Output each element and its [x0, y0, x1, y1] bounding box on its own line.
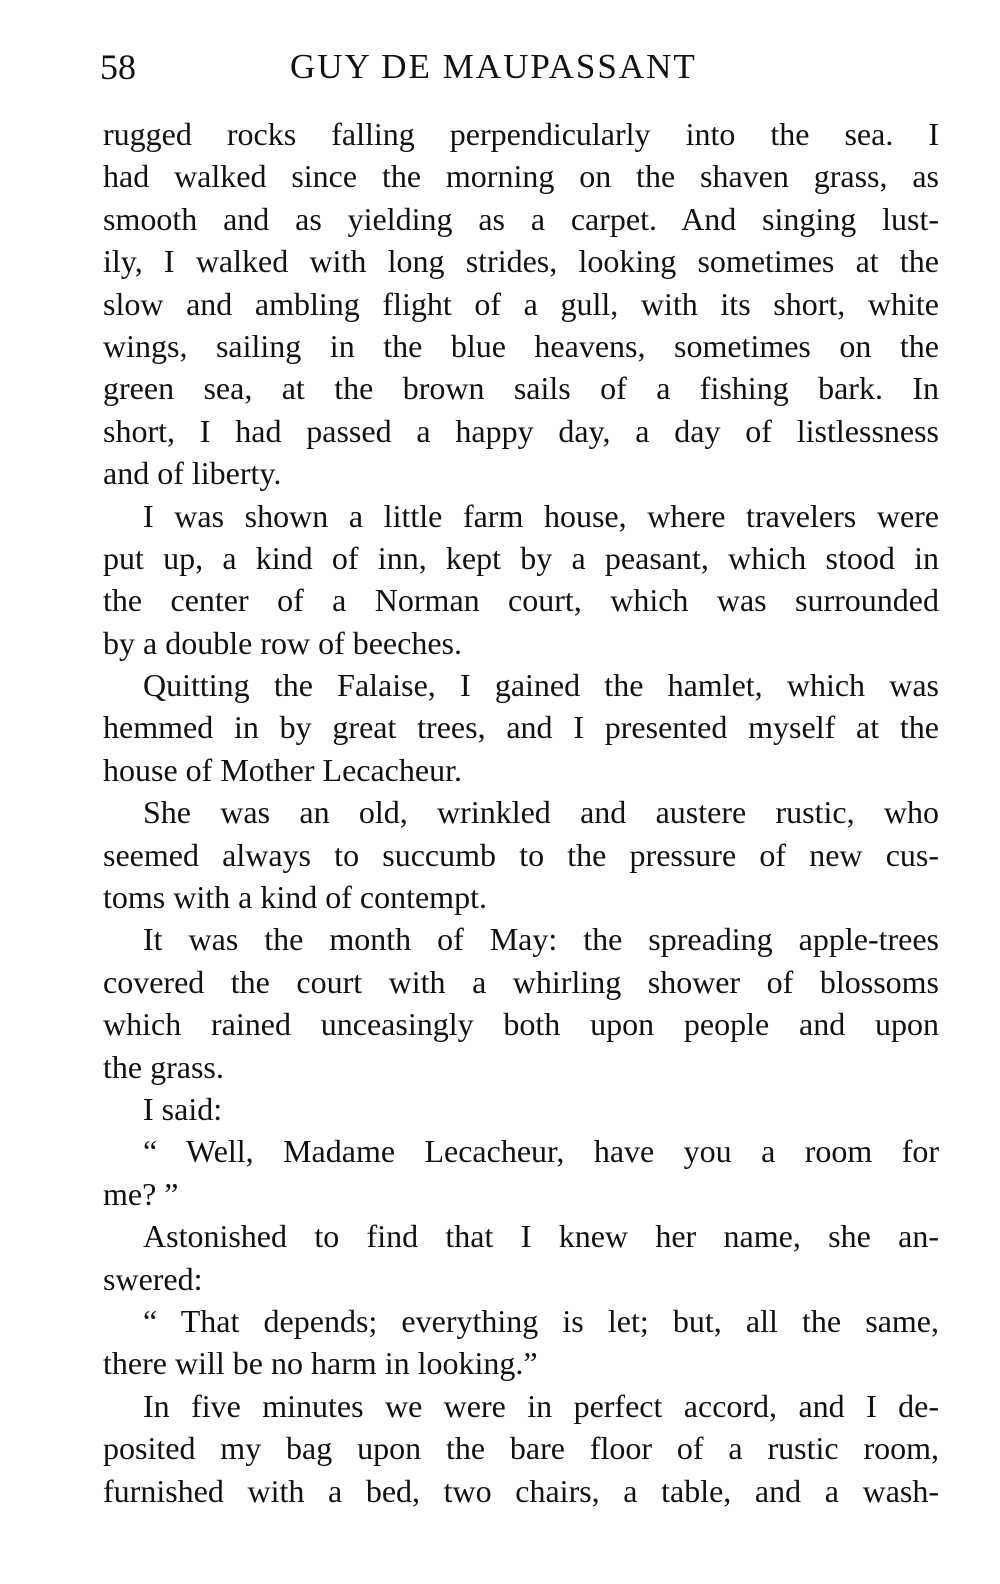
body-text	[103, 113, 939, 1512]
text-line: toms with a kind of contempt.	[103, 879, 487, 916]
text-line: In five minutes we were in perfect accord, and I de-	[143, 1387, 939, 1424]
text-line: hemmed in by great trees, and I presented myself at the	[103, 709, 939, 746]
text-line: the center of a Norman court, which was surrounded	[103, 582, 939, 619]
text-line: She was an old, wrinkled and austere rustic, who	[143, 794, 939, 831]
text-line: put up, a kind of inn, kept by a peasant, which stood in	[103, 539, 939, 576]
text-line: posited my bag upon the bare floor of a rustic room,	[103, 1430, 939, 1467]
text-line: Astonished to find that I knew her name, she an-	[143, 1218, 939, 1255]
text-line: there will be no harm in looking.”	[103, 1345, 538, 1382]
text-line: and of liberty.	[103, 455, 282, 492]
page-header	[100, 42, 940, 92]
text-line: wings, sailing in the blue heavens, sometimes on the	[103, 327, 939, 364]
text-line: short, I had passed a happy day, a day of listlessness	[103, 412, 939, 449]
text-line: which rained unceasingly both upon people and upon	[103, 1006, 939, 1043]
page-number: 58	[100, 47, 136, 87]
text-line: swered:	[103, 1260, 203, 1297]
text-line: seemed always to succumb to the pressure of new cus-	[103, 836, 939, 873]
text-line: the grass.	[103, 1048, 224, 1085]
text-line: It was the month of May: the spreading apple-trees	[143, 921, 939, 958]
text-line: house of Mother Lecacheur.	[103, 751, 462, 788]
text-line: I said:	[143, 1090, 223, 1127]
text-line: by a double row of beeches.	[103, 624, 462, 661]
text-line: covered the court with a whirling shower of blossoms	[103, 963, 939, 1000]
text-line: slow and ambling flight of a gull, with its short, white	[103, 285, 939, 322]
text-line: I was shown a little farm house, where travelers were	[143, 497, 939, 534]
text-line: ily, I walked with long strides, looking sometimes at the	[103, 243, 939, 280]
text-line: “ Well, Madame Lecacheur, have you a room for	[143, 1133, 939, 1170]
text-line: had walked since the morning on the shaven grass, as	[103, 158, 939, 195]
text-line: me? ”	[103, 1175, 179, 1212]
text-line: smooth and as yielding as a carpet. And singing lust-	[103, 200, 939, 237]
text-line: Quitting the Falaise, I gained the hamlet, which was	[143, 667, 939, 704]
text-line: rugged rocks falling perpendicularly into the sea. I	[103, 116, 939, 152]
running-head: GUY DE MAUPASSANT	[290, 47, 697, 86]
text-line: furnished with a bed, two chairs, a table, and a wash-	[103, 1472, 939, 1509]
text-line: “ That depends; everything is let; but, all the same,	[143, 1302, 939, 1339]
text-line: green sea, at the brown sails of a fishing bark. In	[103, 370, 939, 407]
